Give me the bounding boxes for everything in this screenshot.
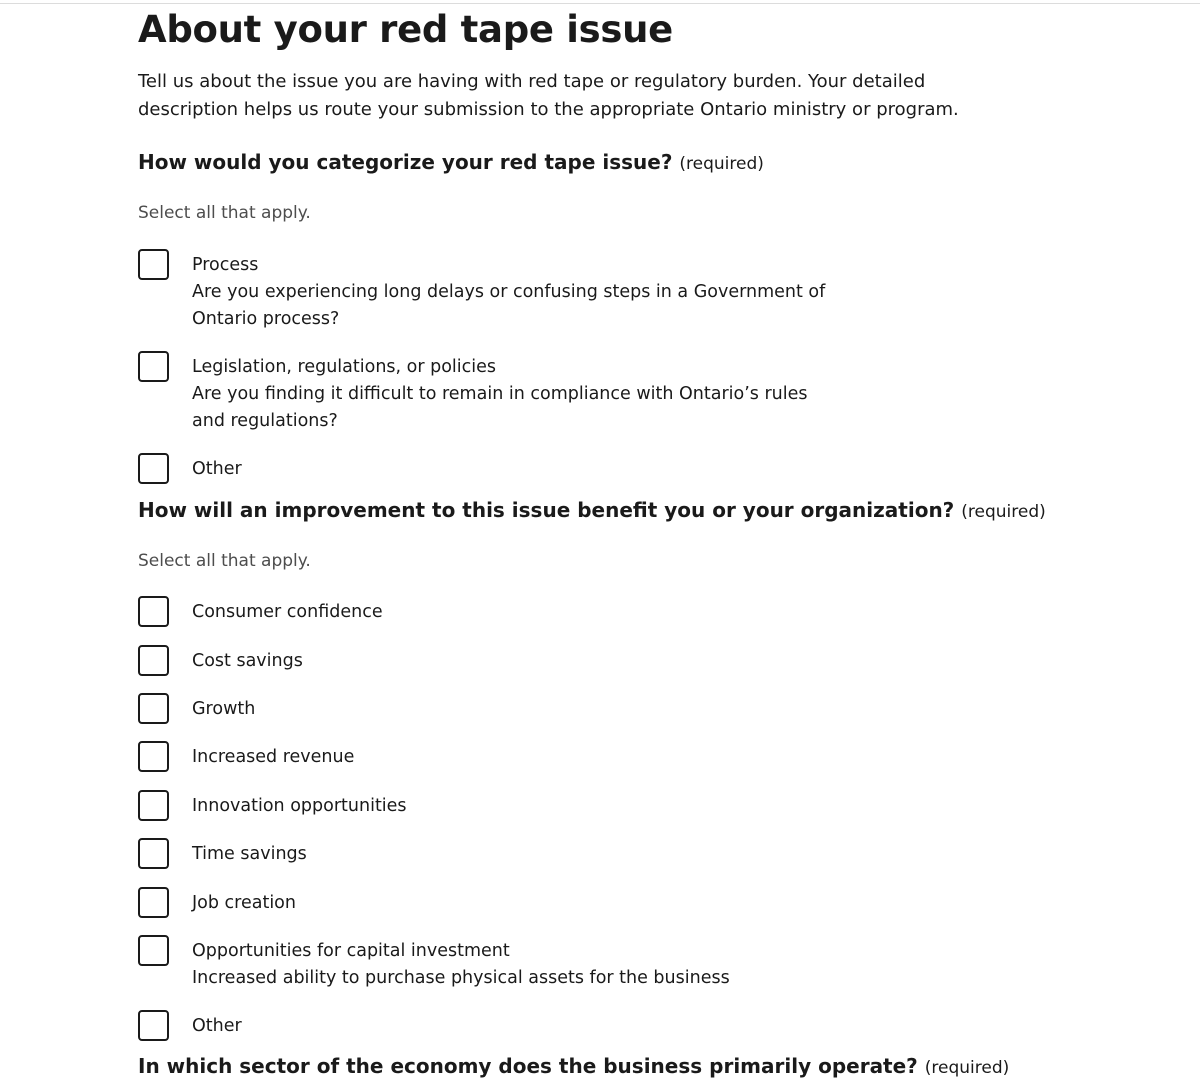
required-label: (required): [961, 502, 1046, 522]
checkbox[interactable]: [138, 838, 169, 869]
checkbox[interactable]: [138, 935, 169, 966]
option-label: Growth: [192, 699, 256, 719]
checkbox[interactable]: [138, 596, 169, 627]
option-label: Process: [192, 255, 259, 275]
option-label: Legislation, regulations, or policies: [192, 357, 497, 377]
top-divider: [0, 3, 1200, 4]
required-label: (required): [924, 1058, 1010, 1078]
select-all-hint: Select all that apply.: [138, 203, 311, 223]
checkbox[interactable]: [138, 351, 169, 382]
question-category-heading: [138, 150, 764, 174]
intro-text: Tell us about the issue you are having with red tape or regulatory burden. Your detailed description helps us route your submission to the appropriate Ontario ministry or program.: [138, 71, 959, 120]
page-title: About your red tape issue: [138, 8, 673, 51]
question-sector-heading: [138, 1054, 1009, 1078]
checkbox[interactable]: [138, 645, 169, 676]
option-label: Job creation: [192, 893, 296, 913]
question-benefit-heading: [138, 498, 1046, 522]
question-benefit-text: How will an improvement to this issue benefit you or your organization?: [138, 498, 955, 522]
required-label: (required): [679, 154, 764, 174]
option-label: Consumer confidence: [192, 602, 383, 622]
checkbox[interactable]: [138, 453, 169, 484]
checkbox[interactable]: [138, 1010, 169, 1041]
select-all-hint: Select all that apply.: [138, 551, 311, 571]
checkbox[interactable]: [138, 693, 169, 724]
option-label: Innovation opportunities: [192, 796, 407, 816]
option-description: Increased ability to purchase physical assets for the business: [192, 968, 730, 988]
option-description: Are you experiencing long delays or confusing steps in a Government of Ontario process?: [192, 282, 826, 329]
checkbox[interactable]: [138, 790, 169, 821]
option-label: Time savings: [192, 844, 307, 864]
option-label: Cost savings: [192, 651, 303, 671]
checkbox[interactable]: [138, 741, 169, 772]
checkbox[interactable]: [138, 887, 169, 918]
question-category-text: How would you categorize your red tape issue?: [138, 150, 673, 174]
option-label: Increased revenue: [192, 747, 355, 767]
question-sector-text: In which sector of the economy does the business primarily operate?: [138, 1054, 918, 1078]
option-label: Other: [192, 459, 242, 479]
checkbox[interactable]: [138, 249, 169, 280]
option-label: Opportunities for capital investment: [192, 941, 510, 961]
option-description: Are you finding it difficult to remain in compliance with Ontario’s rules and regulations?: [192, 384, 808, 431]
option-label: Other: [192, 1016, 242, 1036]
